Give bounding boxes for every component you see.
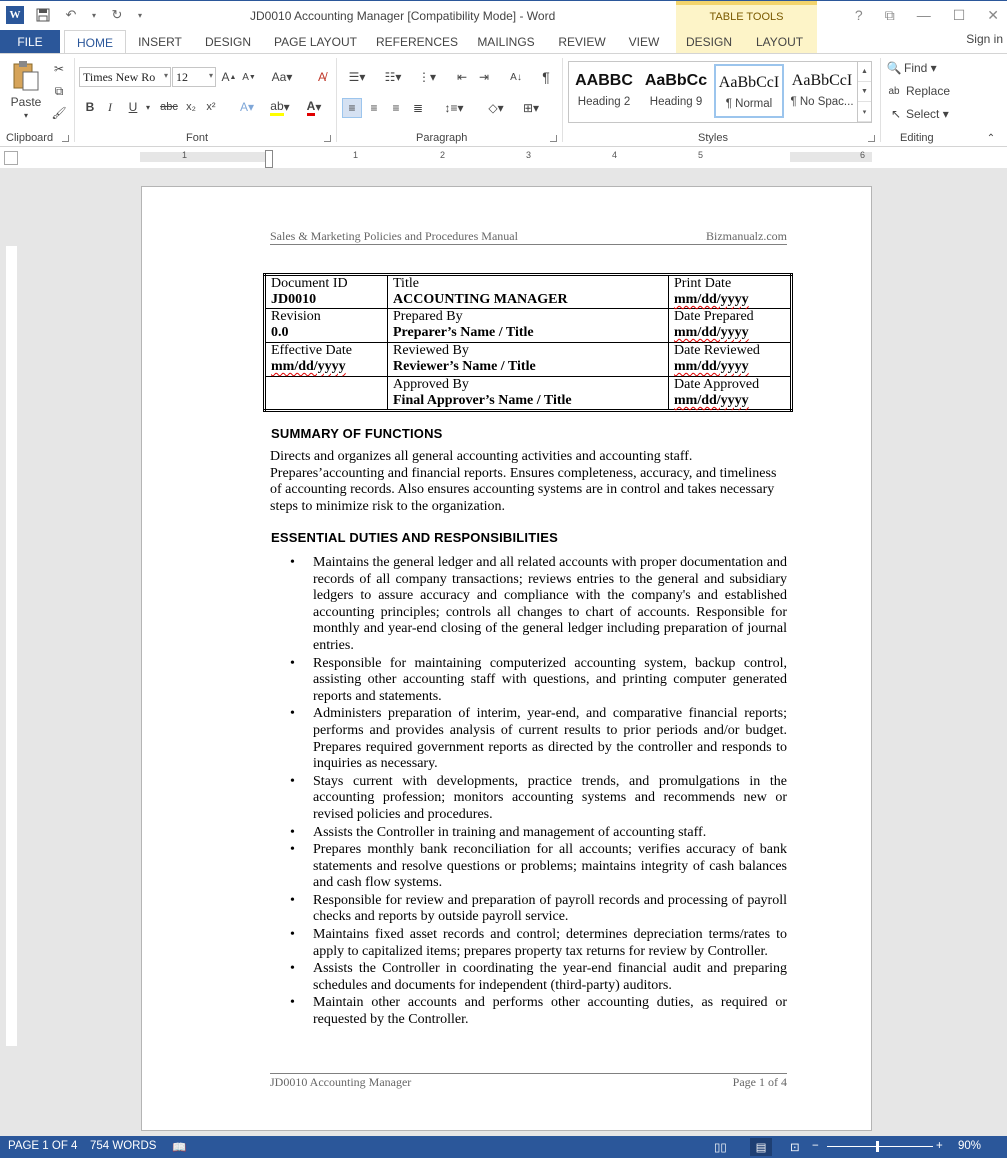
- strikethrough-icon[interactable]: abc: [160, 101, 178, 113]
- page-header: [270, 229, 787, 245]
- proofing-icon[interactable]: 📖: [172, 1142, 187, 1154]
- replace-button[interactable]: Replace: [906, 84, 951, 98]
- cell-value: Final Approver’s Name / Title: [393, 393, 572, 408]
- cell-value: mm/dd/yyyy: [674, 292, 749, 307]
- ruler-number: 1: [182, 150, 188, 160]
- ruler-number: 5: [698, 150, 704, 160]
- table-cell[interactable]: [265, 377, 388, 411]
- list-item: • Maintain other accounts and performs other accounting duties, as required or requested by the Controller.: [290, 995, 787, 1028]
- tab-mailings[interactable]: MAILINGS: [477, 34, 535, 49]
- table-cell[interactable]: [265, 309, 388, 343]
- select-button[interactable]: Select ▾: [906, 107, 949, 121]
- zoom-level[interactable]: 90%: [958, 1140, 982, 1152]
- ruler-number: 1: [353, 150, 359, 160]
- chevron-down-icon[interactable]: ▾: [208, 71, 213, 80]
- ruler-number: 4: [612, 150, 618, 160]
- vertical-ruler[interactable]: [6, 186, 17, 1136]
- group-divider: [562, 58, 563, 142]
- paste-button[interactable]: Paste: [10, 95, 42, 109]
- cell-value: mm/dd/yyyy: [674, 393, 749, 408]
- window-controls: [855, 7, 999, 24]
- ruler-number: 2: [440, 150, 446, 160]
- style-name: ¶ No Spac...: [790, 96, 854, 108]
- paste-dropdown-icon[interactable]: ▾: [23, 110, 28, 120]
- table-row: [265, 309, 792, 343]
- horizontal-ruler-area: [0, 148, 1007, 168]
- scroll-up-icon[interactable]: ▲: [858, 62, 871, 82]
- cell-value: ACCOUNTING MANAGER: [393, 292, 568, 307]
- duties-list: [290, 555, 787, 1030]
- tab-references[interactable]: REFERENCES: [375, 34, 458, 49]
- footer-right-text: Page 1 of 4: [732, 1075, 787, 1089]
- font-size-value: 12: [176, 70, 188, 84]
- cell-label: Document ID: [271, 276, 348, 291]
- text-effects-icon[interactable]: A▾: [239, 100, 255, 114]
- word-count[interactable]: 754 WORDS: [90, 1140, 157, 1152]
- more-styles-icon[interactable]: ▾: [858, 102, 871, 122]
- customize-qat-icon[interactable]: ▾: [137, 10, 142, 20]
- group-divider: [880, 58, 881, 142]
- cell-value: mm/dd/yyyy: [674, 325, 749, 340]
- clipboard-launcher-icon[interactable]: [62, 135, 69, 142]
- word-logo-icon[interactable]: W: [6, 6, 24, 24]
- zoom-in-icon[interactable]: +: [936, 1140, 943, 1152]
- cell-value: mm/dd/yyyy: [271, 359, 346, 374]
- list-item: • Assists the Controller in training and management of accounting staff.: [290, 825, 787, 842]
- ribbon-tabs: [0, 30, 1007, 53]
- font-name-value: Times New Ro: [83, 70, 156, 84]
- tab-table-design[interactable]: DESIGN: [676, 30, 742, 53]
- highlight-color-icon[interactable]: ab ▾: [270, 98, 290, 114]
- cell-value: 0.0: [271, 325, 289, 340]
- close-icon[interactable]: ✕: [987, 7, 999, 23]
- list-item: • Administers preparation of interim, year-end, and comparative financial reports; performs and provides analysis of current results to prior periods and/or budget. Prepares required government reports as directed by the controller and responds to inquiries as necessary.: [290, 706, 787, 772]
- status-bar: [0, 1136, 1007, 1158]
- align-left-icon[interactable]: ≡: [342, 98, 362, 118]
- change-case-icon[interactable]: Aa▾: [271, 70, 293, 84]
- cell-value: mm/dd/yyyy: [674, 359, 749, 374]
- zoom-out-icon[interactable]: −: [812, 1140, 819, 1152]
- list-item: • Responsible for review and preparation of payroll records and processing of payroll checks and reports by outside payroll service.: [290, 893, 787, 926]
- minimize-icon[interactable]: —: [916, 7, 931, 23]
- paragraph-group-label: Paragraph: [416, 132, 468, 144]
- scroll-down-icon[interactable]: ▼: [858, 82, 871, 102]
- duties-heading: ESSENTIAL DUTIES AND RESPONSIBILITIES: [271, 530, 558, 545]
- table-cell[interactable]: [669, 309, 792, 343]
- underline-dropdown-icon[interactable]: ▾: [145, 102, 150, 112]
- table-cell[interactable]: [265, 343, 388, 377]
- style-sample: AaBbCcI: [718, 74, 780, 91]
- justify-icon[interactable]: ≣: [412, 101, 424, 115]
- footer-left-text: JD0010 Accounting Manager: [270, 1075, 412, 1089]
- cell-label: Prepared By: [393, 309, 463, 324]
- decrease-indent-icon[interactable]: ⇤: [456, 70, 468, 84]
- horizontal-ruler[interactable]: [140, 152, 872, 162]
- list-item: • Maintains the general ledger and all related accounts with proper documentation and records of all company transactions; reviews entries to the general and subsidiary ledgers to assure accuracy and compliance with the company's and established accounting principles; controls all changes to chart of accounts. Responsible for monthly and year-end closing of the general ledger including preparation of journal entries.: [290, 555, 787, 655]
- increase-indent-icon[interactable]: ⇥: [478, 70, 490, 84]
- styles-gallery-scroll: [857, 62, 871, 122]
- collapse-ribbon-icon[interactable]: ⌃: [986, 132, 996, 144]
- table-cell[interactable]: [388, 343, 669, 377]
- style-sample: AaBbCc: [644, 72, 708, 89]
- sort-icon[interactable]: A↓: [510, 71, 522, 83]
- save-icon[interactable]: [34, 6, 52, 24]
- table-tools-header: TABLE TOOLS: [676, 1, 817, 31]
- page-footer: [270, 1073, 787, 1089]
- list-item: • Stays current with developments, practice trends, and promulgations in the accounting profession; monitors accounting systems and recommends new or revised policies and procedures.: [290, 774, 787, 824]
- font-launcher-icon[interactable]: [324, 135, 331, 142]
- style-name: ¶ Normal: [725, 98, 773, 110]
- clipboard-group-label: Clipboard: [6, 132, 54, 144]
- ruler-number: 3: [526, 150, 532, 160]
- cell-label: Print Date: [674, 276, 732, 291]
- table-cell[interactable]: [669, 275, 792, 309]
- clear-formatting-icon[interactable]: A̸: [317, 70, 326, 84]
- tab-review[interactable]: REVIEW: [558, 34, 606, 49]
- help-icon[interactable]: ?: [854, 7, 863, 23]
- find-label: Find: [904, 61, 928, 75]
- list-item: • Maintains fixed asset records and control; determines depreciation terms/rates to apply to capitalized items; prepares property tax returns for review by Controller.: [290, 927, 787, 960]
- table-cell[interactable]: [388, 275, 669, 309]
- tab-home[interactable]: HOME: [64, 30, 126, 54]
- zoom-slider[interactable]: [827, 1146, 933, 1147]
- tab-design[interactable]: DESIGN: [204, 34, 251, 49]
- cell-value: JD0010: [271, 292, 317, 307]
- ribbon-home: [0, 53, 1007, 147]
- align-right-icon[interactable]: ≡: [392, 101, 400, 115]
- document-info-table[interactable]: [263, 273, 793, 412]
- superscript-icon[interactable]: x²: [206, 101, 216, 113]
- select-label: Select: [906, 107, 940, 121]
- tab-file[interactable]: FILE: [0, 30, 60, 53]
- header-left-text: Sales & Marketing Policies and Procedures Manual: [270, 229, 518, 243]
- cell-label: Title: [393, 276, 419, 291]
- style-name: Heading 9: [649, 96, 703, 108]
- copy-icon[interactable]: ⧉: [54, 83, 64, 98]
- table-cell[interactable]: [265, 275, 388, 309]
- zoom-slider-thumb[interactable]: [876, 1141, 879, 1152]
- align-center-icon[interactable]: ≡: [370, 101, 378, 115]
- quick-access-toolbar: [6, 6, 144, 24]
- table-cell[interactable]: [388, 309, 669, 343]
- style-no-spacing[interactable]: [787, 64, 857, 118]
- tab-view[interactable]: VIEW: [628, 34, 660, 49]
- multilevel-list-icon[interactable]: ⋮▾: [417, 70, 437, 84]
- style-heading-9[interactable]: [641, 64, 711, 118]
- cell-label: Revision: [271, 309, 321, 324]
- group-divider: [74, 58, 75, 142]
- cell-label: Effective Date: [271, 343, 352, 358]
- undo-dropdown-icon[interactable]: ▾: [91, 10, 96, 20]
- bullets-icon[interactable]: ☰▾: [348, 70, 366, 84]
- redo-icon[interactable]: ↻: [111, 7, 123, 22]
- summary-paragraph: Directs and organizes all general accounting activities and accounting staff. Prepares’accounting and financial reports. Ensures completeness, accuracy, and timeliness of accounting records. Also ensures accounting systems are in control and takes necessary steps to minimize risk to the organization.: [270, 449, 777, 514]
- read-mode-icon[interactable]: ▯▯: [714, 1142, 727, 1154]
- tab-table-layout[interactable]: LAYOUT: [742, 30, 817, 53]
- format-painter-icon[interactable]: 🖌: [51, 106, 67, 120]
- replace-icon[interactable]: ab: [888, 85, 900, 97]
- cut-icon[interactable]: ✂: [53, 62, 65, 76]
- vertical-ruler-text-area: [6, 246, 17, 1046]
- table-row: [265, 343, 792, 377]
- tab-insert[interactable]: INSERT: [138, 34, 182, 49]
- find-button[interactable]: Find ▾: [904, 61, 937, 75]
- list-item: • Prepares monthly bank reconciliation for all accounts; verifies accuracy of bank statements and resolve questions or problems; maintains integrity of cash balances and cash flow systems.: [290, 842, 787, 892]
- cell-label: Date Approved: [674, 377, 760, 392]
- line-spacing-icon[interactable]: ↕≡▾: [444, 101, 464, 115]
- table-row: [265, 377, 792, 411]
- style-name: Heading 2: [577, 96, 631, 108]
- cell-value: Preparer’s Name / Title: [393, 325, 534, 340]
- page-count[interactable]: PAGE 1 OF 4: [8, 1140, 78, 1152]
- subscript-icon[interactable]: x₂: [186, 101, 196, 113]
- ribbon-display-icon[interactable]: ⧉: [884, 7, 895, 23]
- styles-group-label: Styles: [698, 132, 728, 144]
- font-group-label: Font: [186, 132, 209, 144]
- header-right-text: Bizmanualz.com: [706, 229, 787, 243]
- grow-font-icon[interactable]: A ▲: [221, 70, 237, 84]
- document-page[interactable]: [141, 186, 872, 1131]
- editing-group-label: Editing: [900, 132, 934, 144]
- font-name-box[interactable]: [79, 67, 171, 87]
- paragraph-launcher-icon[interactable]: [550, 135, 557, 142]
- styles-gallery: [568, 61, 872, 123]
- tab-selector-icon[interactable]: [4, 151, 18, 165]
- print-layout-icon[interactable]: ▤: [750, 1138, 772, 1156]
- cell-label: Date Reviewed: [674, 343, 760, 358]
- undo-icon[interactable]: ↶: [65, 7, 77, 22]
- underline-icon[interactable]: U: [128, 100, 138, 114]
- numbering-icon[interactable]: ☷▾: [384, 70, 402, 84]
- cell-value: Reviewer’s Name / Title: [393, 359, 536, 374]
- table-cell[interactable]: [669, 343, 792, 377]
- paste-icon[interactable]: [10, 60, 42, 92]
- title-bar: [0, 0, 1007, 30]
- cell-label: Date Prepared: [674, 309, 754, 324]
- list-item: • Assists the Controller in coordinating the year-end financial audit and preparing schedules and documents for independent (third-party) auditors.: [290, 961, 787, 994]
- borders-icon[interactable]: ⊞▾: [522, 101, 540, 115]
- font-size-box[interactable]: [172, 67, 216, 87]
- style-normal[interactable]: [714, 64, 784, 118]
- table-row: [265, 275, 792, 309]
- group-divider: [336, 58, 337, 142]
- show-formatting-marks-icon[interactable]: ¶: [542, 69, 550, 85]
- window-title: JD0010 Accounting Manager [Compatibility Mode] - Word: [250, 9, 556, 23]
- table-cell[interactable]: [388, 377, 669, 411]
- sign-in-link[interactable]: Sign in: [966, 32, 1003, 46]
- style-heading-2[interactable]: [569, 64, 639, 118]
- list-item: • Responsible for maintaining computerized accounting system, backup control, assisting other accounting staff with questions, and printing computer generated reports and statements.: [290, 656, 787, 706]
- indent-marker-icon[interactable]: [265, 150, 273, 168]
- ruler-number: 6: [860, 150, 866, 160]
- style-sample: AaBbCcI: [791, 72, 853, 89]
- cell-label: Approved By: [393, 377, 469, 392]
- style-sample: AABBC: [575, 72, 633, 89]
- font-color-icon[interactable]: A ▾: [306, 98, 322, 114]
- tab-page-layout[interactable]: PAGE LAYOUT: [274, 34, 357, 49]
- styles-launcher-icon[interactable]: [868, 135, 875, 142]
- web-layout-icon[interactable]: ⊡: [790, 1142, 800, 1154]
- select-icon[interactable]: ↖: [890, 107, 902, 121]
- chevron-down-icon[interactable]: ▾: [163, 71, 168, 80]
- maximize-icon[interactable]: ☐: [952, 7, 966, 23]
- italic-icon[interactable]: I: [108, 99, 112, 114]
- table-cell[interactable]: [669, 377, 792, 411]
- shading-icon[interactable]: ◇▾: [488, 101, 504, 115]
- shrink-font-icon[interactable]: A ▼: [242, 71, 256, 83]
- find-icon[interactable]: 🔍: [886, 61, 902, 75]
- bold-icon[interactable]: B: [85, 100, 95, 114]
- summary-heading: SUMMARY OF FUNCTIONS: [271, 426, 443, 441]
- cell-label: Reviewed By: [393, 343, 469, 358]
